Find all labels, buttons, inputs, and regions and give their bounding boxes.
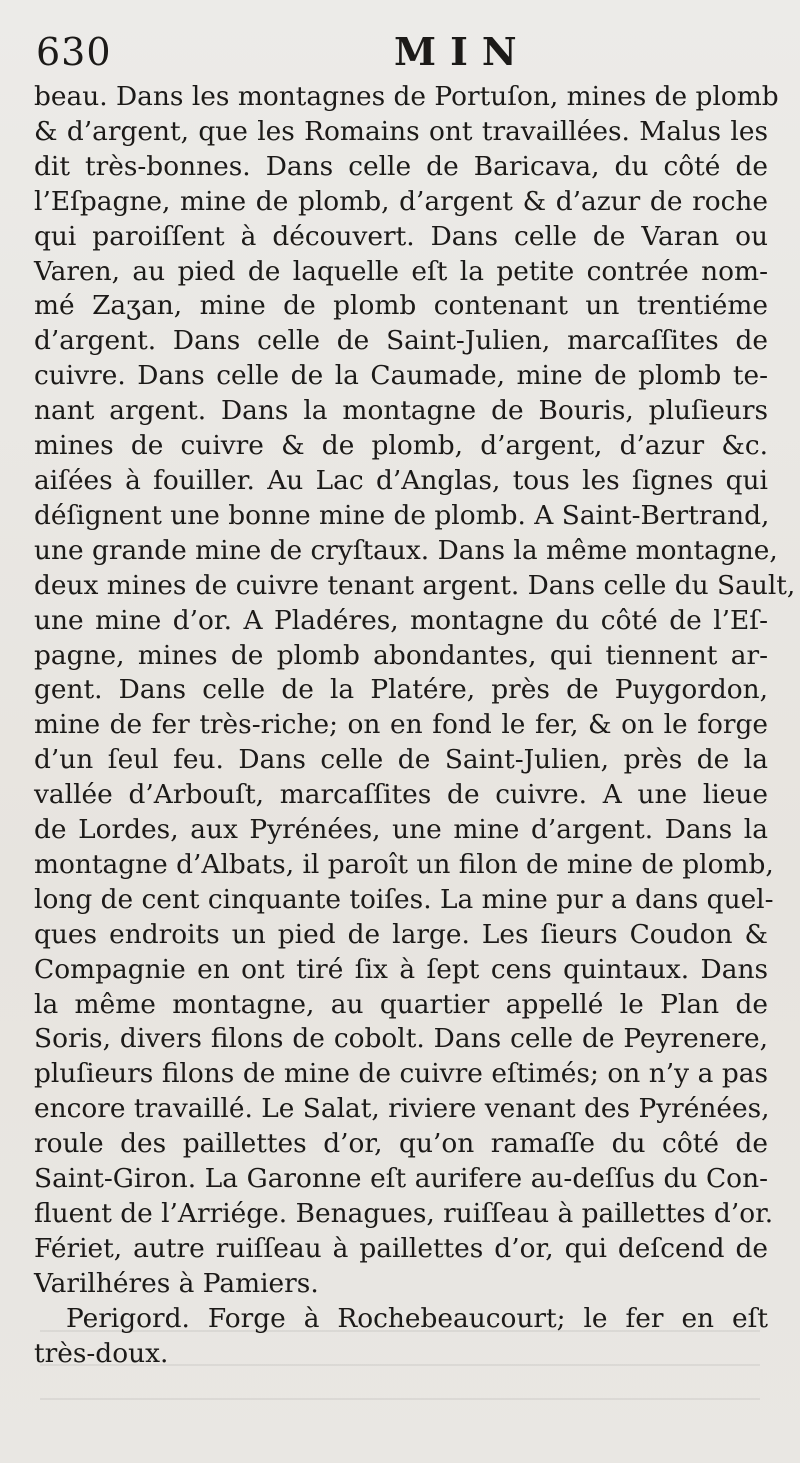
text-line: mines de cuivre & de plomb, d’argent, d’azur &c. [34,430,768,462]
text-line: Varilhéres à Pamiers. [34,1267,319,1299]
text-line: Soris, divers filons de cobolt. Dans celle de Peyrenere, [34,1023,768,1055]
text-line: nant argent. Dans la montagne de Bouris, pluſieurs [34,395,768,427]
running-head: MIN [394,29,531,74]
text-line: cuivre. Dans celle de la Caumade, mine de plomb te- [34,360,768,392]
text-line: Compagnie en ont tiré ſix à ſept cens quintaux. Dans [34,953,768,985]
text-line: Saint-Giron. La Garonne eſt aurifere au-deſſus du Con- [34,1163,768,1195]
text-line: & d’argent, que les Romains ont travaillées. Malus les [34,115,768,147]
text-line: beau. Dans les montagnes de Portuſon, mines de plomb [34,81,779,112]
text-line: de Lordes, aux Pyrénées, une mine d’argent. Dans la [34,814,768,846]
text-line: ques endroits un pied de large. Les ſieurs Coudon & [34,918,768,950]
text-line: fluent de l’Arriége. Benagues, ruiſſeau à paillettes d’or. [34,1198,774,1229]
page-header [34,28,768,80]
text-line: deux mines de cuivre tenant argent. Dans celle du Sault, [34,569,796,601]
text-line: long de cent cinquante toiſes. La mine pur a dans quel- [34,883,774,915]
text-line: Fériet, autre ruiſſeau à paillettes d’or, qui deſcend de [34,1232,768,1264]
text-line: gent. Dans celle de la Platére, près de Puygordon, [34,674,768,706]
text-line: pagne, mines de plomb abondantes, qui tiennent ar- [34,639,768,671]
text-line: Varen, au pied de laquelle eſt la petite contrée nom- [34,255,768,287]
paragraph-mines-list [34,80,796,1302]
text-line: roule des paillettes d’or, qu’on ramaſſe du côté de [34,1128,768,1160]
text-line: vallée d’Arbouſt, marcaſſites de cuivre. A une lieue [34,779,768,811]
text-line: Perigord. Forge à Rochebeaucourt; le fer en eſt [66,1302,768,1334]
text-line: une mine d’or. A Pladéres, montagne du côté de l’Eſ- [34,604,768,636]
text-line: aiſées à fouiller. Au Lac d’Anglas, tous les ſignes qui [34,464,768,496]
text-line: pluſieurs filons de mine de cuivre eſtimés; on n’y a pas [34,1058,768,1090]
text-line: encore travaillé. Le Salat, riviere venant des Pyrénées, [34,1093,770,1125]
text-line: l’Eſpagne, mine de plomb, d’argent & d’azur de roche [34,185,768,217]
text-line: d’un ſeul feu. Dans celle de Saint-Julien, près de la [34,744,768,776]
text-line: d’argent. Dans celle de Saint-Julien, marcaſſites de [34,325,768,357]
text-line: qui paroiſſent à découvert. Dans celle de Varan ou [34,220,768,252]
bleed-through-shadow [40,1330,760,1420]
text-line: une grande mine de cryſtaux. Dans la même montagne, [34,534,778,566]
text-line: la même montagne, au quartier appellé le Plan de [34,988,768,1020]
text-line: montagne d’Albats, il paroît un filon de mine de plomb, [34,848,774,880]
body-text [34,80,796,1372]
page-number: 630 [36,30,112,74]
text-line: déſignent une bonne mine de plomb. A Saint-Bertrand, [34,499,770,531]
text-line: très-doux. [34,1337,169,1369]
text-line: mé Zaʒan, mine de plomb contenant un trentiéme [34,290,768,322]
text-line: mine de fer très-riche; on en fond le fer, & on le forge [34,709,768,741]
text-line: dit très-bonnes. Dans celle de Baricava, du côté de [34,150,768,182]
